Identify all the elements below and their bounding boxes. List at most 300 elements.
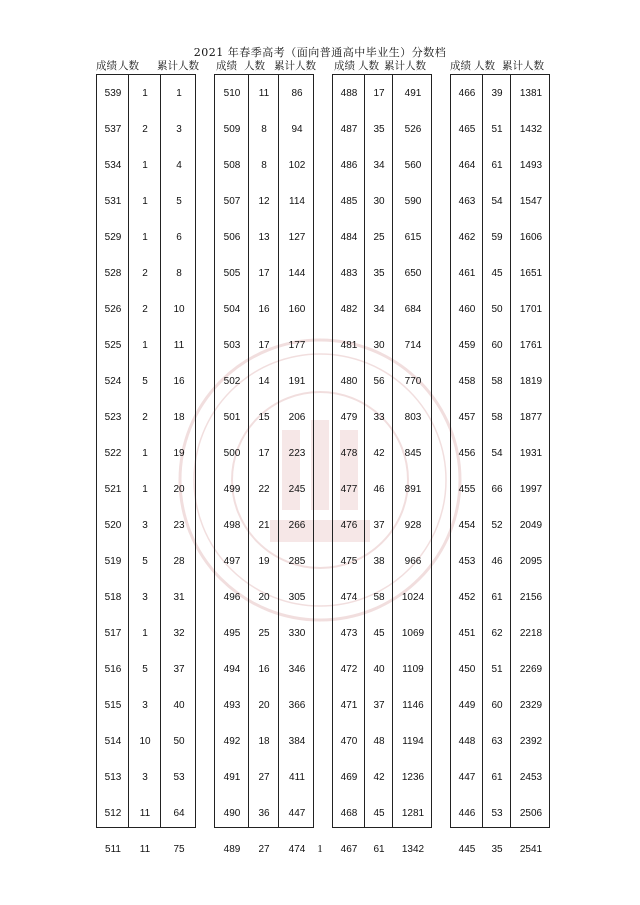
table-row (333, 472, 431, 508)
cumulative-cell: 770 (404, 376, 422, 387)
count-cell: 11 (139, 808, 151, 819)
score-cell: 453 (458, 556, 476, 567)
count-cell: 61 (491, 592, 503, 603)
column-header: 成绩 (334, 60, 355, 72)
cumulative-cell: 37 (173, 664, 185, 675)
table-row (333, 184, 431, 220)
table-row (215, 508, 313, 544)
table-row (215, 112, 313, 148)
cumulative-cell: 1997 (519, 484, 543, 495)
cumulative-cell: 5 (176, 196, 182, 207)
cumulative-cell: 144 (288, 268, 306, 279)
score-cell: 469 (340, 772, 358, 783)
score-cell: 487 (340, 124, 358, 135)
column-header-row (0, 58, 640, 72)
score-cell: 461 (458, 268, 476, 279)
cumulative-cell: 177 (288, 340, 306, 351)
count-cell: 54 (491, 448, 503, 459)
cumulative-cell: 966 (404, 556, 422, 567)
table-row (451, 292, 549, 328)
table-row (215, 256, 313, 292)
score-cell: 463 (458, 196, 476, 207)
count-cell: 17 (258, 268, 270, 279)
cumulative-cell: 160 (288, 304, 306, 315)
table-row (215, 616, 313, 652)
table-row (215, 652, 313, 688)
score-cell: 505 (223, 268, 241, 279)
score-cell: 513 (104, 772, 122, 783)
table-row (333, 688, 431, 724)
table-row (97, 112, 195, 148)
count-cell: 39 (491, 88, 503, 99)
table-row (333, 760, 431, 796)
score-cell: 459 (458, 340, 476, 351)
score-cell: 476 (340, 520, 358, 531)
table-row (215, 688, 313, 724)
count-cell: 42 (373, 772, 385, 783)
count-cell: 17 (258, 448, 270, 459)
score-cell: 465 (458, 124, 476, 135)
cumulative-cell: 845 (404, 448, 422, 459)
cumulative-cell: 1194 (402, 736, 424, 747)
table-row (97, 508, 195, 544)
count-cell: 25 (258, 628, 270, 639)
score-cell: 490 (223, 808, 241, 819)
count-cell: 3 (142, 772, 148, 783)
table-row (451, 148, 549, 184)
count-cell: 18 (258, 736, 270, 747)
table-row (333, 508, 431, 544)
table-row (215, 400, 313, 436)
score-cell: 482 (340, 304, 358, 315)
cumulative-cell: 650 (404, 268, 422, 279)
score-cell: 475 (340, 556, 358, 567)
cumulative-cell: 330 (288, 628, 306, 639)
count-cell: 61 (373, 844, 385, 855)
score-column-block (332, 74, 432, 855)
cumulative-cell: 50 (173, 736, 185, 747)
cumulative-cell: 891 (404, 484, 422, 495)
score-cell: 500 (223, 448, 241, 459)
score-cell: 539 (104, 88, 122, 99)
cumulative-cell: 19 (173, 448, 185, 459)
column-header: 人数 (358, 60, 379, 72)
count-cell: 66 (491, 484, 503, 495)
table-row (451, 580, 549, 616)
count-cell: 51 (491, 664, 503, 675)
cumulative-cell: 1236 (401, 772, 425, 783)
cumulative-cell: 526 (404, 124, 422, 135)
count-cell: 25 (373, 232, 385, 243)
table-row (97, 220, 195, 256)
column-header: 成绩 (96, 60, 117, 72)
count-cell: 58 (373, 592, 385, 603)
score-cell: 498 (223, 520, 241, 531)
table-row (97, 364, 195, 400)
cumulative-cell: 2218 (519, 628, 543, 639)
table-row (451, 364, 549, 400)
count-cell: 46 (491, 556, 503, 567)
column-header: 累计人数 (384, 60, 426, 72)
cumulative-cell: 10 (173, 304, 185, 315)
table-row (97, 148, 195, 184)
score-cell: 502 (223, 376, 241, 387)
cumulative-cell: 2453 (519, 772, 543, 783)
cumulative-cell: 206 (288, 412, 306, 423)
score-cell: 456 (458, 448, 476, 459)
count-cell: 30 (373, 340, 385, 351)
score-cell: 519 (104, 556, 122, 567)
score-cell: 455 (458, 484, 476, 495)
cumulative-cell: 223 (288, 448, 306, 459)
count-cell: 54 (491, 196, 503, 207)
table-row (333, 364, 431, 400)
cumulative-cell: 1146 (402, 700, 424, 711)
score-cell: 525 (104, 340, 122, 351)
table-row (333, 256, 431, 292)
count-cell: 13 (258, 232, 270, 243)
cumulative-cell: 1109 (402, 664, 424, 675)
score-cell: 529 (104, 232, 122, 243)
cumulative-cell: 11 (173, 340, 185, 351)
count-cell: 5 (142, 664, 148, 675)
column-header: 人数 (474, 60, 495, 72)
score-cell: 512 (104, 808, 122, 819)
cumulative-cell: 684 (404, 304, 422, 315)
count-cell: 58 (491, 412, 503, 423)
table-row (451, 220, 549, 256)
count-cell: 22 (258, 484, 270, 495)
table-row (451, 616, 549, 652)
count-cell: 14 (258, 376, 270, 387)
table-row (333, 76, 431, 112)
table-row (451, 508, 549, 544)
count-cell: 1 (142, 628, 148, 639)
cumulative-cell: 447 (288, 808, 306, 819)
table-row (451, 796, 549, 832)
table-row (215, 760, 313, 796)
table-row (97, 292, 195, 328)
count-cell: 1 (142, 340, 148, 351)
column-header: 成绩 (450, 60, 471, 72)
count-cell: 45 (491, 268, 503, 279)
cumulative-cell: 23 (173, 520, 185, 531)
count-cell: 34 (373, 160, 385, 171)
count-cell: 3 (142, 700, 148, 711)
cumulative-cell: 86 (291, 88, 303, 99)
cumulative-cell: 127 (288, 232, 306, 243)
count-cell: 38 (373, 556, 385, 567)
cumulative-cell: 560 (404, 160, 422, 171)
cumulative-cell: 928 (404, 520, 422, 531)
cumulative-cell: 2156 (519, 592, 543, 603)
cumulative-cell: 1342 (401, 844, 425, 855)
count-cell: 27 (258, 772, 270, 783)
score-cell: 511 (105, 844, 121, 855)
count-cell: 34 (373, 304, 385, 315)
count-cell: 17 (373, 88, 385, 99)
score-cell: 508 (223, 160, 241, 171)
cumulative-cell: 245 (288, 484, 306, 495)
table-row (451, 112, 549, 148)
score-cell: 479 (340, 412, 358, 423)
cumulative-cell: 1 (176, 88, 182, 99)
score-cell: 491 (223, 772, 241, 783)
score-cell: 514 (104, 736, 122, 747)
count-cell: 2 (142, 412, 148, 423)
cumulative-cell: 28 (173, 556, 185, 567)
count-cell: 20 (258, 592, 270, 603)
table-row (215, 328, 313, 364)
cumulative-cell: 2269 (519, 664, 543, 675)
cumulative-cell: 40 (173, 700, 185, 711)
table-row (451, 436, 549, 472)
cumulative-cell: 1024 (401, 592, 425, 603)
count-cell: 46 (373, 484, 385, 495)
cumulative-cell: 16 (173, 376, 185, 387)
cumulative-cell: 803 (404, 412, 422, 423)
count-cell: 58 (491, 376, 503, 387)
cumulative-cell: 305 (288, 592, 306, 603)
count-cell: 52 (491, 520, 503, 531)
table-row (97, 760, 195, 796)
count-cell: 1 (142, 196, 148, 207)
column-header: 累计人数 (157, 60, 199, 72)
table-row (215, 436, 313, 472)
count-cell: 5 (142, 556, 148, 567)
score-cell: 470 (340, 736, 358, 747)
column-header: 成绩 (216, 60, 237, 72)
count-cell: 50 (491, 304, 503, 315)
cumulative-cell: 32 (173, 628, 185, 639)
score-cell: 503 (223, 340, 241, 351)
cumulative-cell: 346 (288, 664, 306, 675)
table-row (333, 652, 431, 688)
count-cell: 63 (491, 736, 503, 747)
table-row (215, 184, 313, 220)
count-cell: 61 (491, 160, 503, 171)
score-column-block (450, 74, 550, 855)
table-row (451, 400, 549, 436)
count-cell: 20 (258, 700, 270, 711)
table-row (97, 472, 195, 508)
count-cell: 1 (142, 88, 148, 99)
cumulative-cell: 102 (288, 160, 306, 171)
score-cell: 484 (340, 232, 358, 243)
score-cell: 473 (340, 628, 358, 639)
count-cell: 36 (258, 808, 270, 819)
count-cell: 35 (373, 124, 385, 135)
count-cell: 8 (261, 124, 267, 135)
table-row (215, 148, 313, 184)
table-row (451, 256, 549, 292)
score-cell: 506 (223, 232, 241, 243)
table-row (215, 220, 313, 256)
count-cell: 11 (139, 844, 151, 855)
count-cell: 2 (142, 268, 148, 279)
score-cell: 445 (458, 844, 476, 855)
cumulative-cell: 2541 (519, 844, 543, 855)
cumulative-cell: 615 (404, 232, 422, 243)
count-cell: 40 (373, 664, 385, 675)
cumulative-cell: 75 (173, 844, 185, 855)
count-cell: 37 (373, 520, 385, 531)
score-cell: 492 (223, 736, 241, 747)
count-cell: 15 (258, 412, 270, 423)
cumulative-cell: 1432 (519, 124, 543, 135)
table-row (97, 256, 195, 292)
table-row (333, 436, 431, 472)
score-cell: 507 (223, 196, 241, 207)
score-cell: 485 (340, 196, 358, 207)
cumulative-cell: 4 (176, 160, 182, 171)
count-cell: 16 (258, 664, 270, 675)
cumulative-cell: 590 (404, 196, 422, 207)
count-cell: 2 (142, 124, 148, 135)
cumulative-cell: 1701 (519, 304, 543, 315)
count-cell: 27 (258, 844, 270, 855)
count-cell: 56 (373, 376, 385, 387)
count-cell: 60 (491, 340, 503, 351)
table-row (215, 76, 313, 112)
cumulative-cell: 1651 (519, 268, 543, 279)
count-cell: 60 (491, 700, 503, 711)
score-cell: 448 (458, 736, 476, 747)
score-cell: 521 (104, 484, 122, 495)
table-row (215, 724, 313, 760)
cumulative-cell: 384 (288, 736, 306, 747)
score-cell: 458 (458, 376, 476, 387)
table-row (333, 292, 431, 328)
score-cell: 450 (458, 664, 476, 675)
table-row (215, 580, 313, 616)
cumulative-cell: 6 (176, 232, 182, 243)
score-cell: 462 (458, 232, 476, 243)
score-cell: 464 (458, 160, 476, 171)
count-cell: 61 (491, 772, 503, 783)
count-cell: 45 (373, 628, 385, 639)
table-row (451, 652, 549, 688)
score-cell: 523 (104, 412, 122, 423)
count-cell: 48 (373, 736, 385, 747)
score-cell: 522 (104, 448, 122, 459)
score-cell: 447 (458, 772, 476, 783)
count-cell: 10 (139, 736, 151, 747)
cumulative-cell: 2049 (519, 520, 543, 531)
score-cell: 510 (223, 88, 241, 99)
score-cell: 478 (340, 448, 358, 459)
count-cell: 3 (142, 520, 148, 531)
count-cell: 35 (373, 268, 385, 279)
count-cell: 33 (373, 412, 385, 423)
score-column-block (96, 74, 196, 855)
score-cell: 474 (340, 592, 358, 603)
score-cell: 471 (340, 700, 358, 711)
score-cell: 446 (458, 808, 476, 819)
cumulative-cell: 1281 (401, 808, 425, 819)
score-cell: 496 (223, 592, 241, 603)
count-cell: 30 (373, 196, 385, 207)
count-cell: 11 (258, 88, 270, 99)
count-cell: 3 (142, 592, 148, 603)
cumulative-cell: 2329 (519, 700, 543, 711)
cumulative-cell: 31 (173, 592, 185, 603)
table-row (333, 220, 431, 256)
cumulative-cell: 1931 (519, 448, 543, 459)
cumulative-cell: 1606 (519, 232, 543, 243)
score-cell: 460 (458, 304, 476, 315)
score-cell: 516 (104, 664, 122, 675)
cumulative-cell: 714 (404, 340, 422, 351)
table-row (97, 616, 195, 652)
cumulative-cell: 94 (291, 124, 303, 135)
score-cell: 518 (104, 592, 122, 603)
score-cell: 493 (223, 700, 241, 711)
score-cell: 477 (340, 484, 358, 495)
count-cell: 12 (258, 196, 270, 207)
table-row (333, 112, 431, 148)
cumulative-cell: 114 (289, 196, 305, 207)
cumulative-cell: 1547 (519, 196, 543, 207)
score-cell: 489 (223, 844, 241, 855)
count-cell: 21 (258, 520, 270, 531)
table-row (451, 760, 549, 796)
table-row (333, 616, 431, 652)
score-cell: 472 (340, 664, 358, 675)
score-cell: 524 (104, 376, 122, 387)
table-row (451, 76, 549, 112)
cumulative-cell: 53 (173, 772, 185, 783)
score-cell: 457 (458, 412, 476, 423)
table-row (333, 724, 431, 760)
page-number: 1 (317, 843, 323, 855)
cumulative-cell: 1761 (519, 340, 543, 351)
table-row (451, 688, 549, 724)
cumulative-cell: 285 (288, 556, 306, 567)
score-cell: 517 (104, 628, 122, 639)
count-cell: 51 (491, 124, 503, 135)
table-row (97, 328, 195, 364)
score-column-block (214, 74, 314, 855)
cumulative-cell: 1877 (519, 412, 543, 423)
count-cell: 16 (258, 304, 270, 315)
score-cell: 483 (340, 268, 358, 279)
score-cell: 537 (104, 124, 122, 135)
column-header: 累计人数 (274, 60, 316, 72)
score-cell: 509 (223, 124, 241, 135)
cumulative-cell: 20 (173, 484, 185, 495)
count-cell: 1 (142, 160, 148, 171)
table-row (215, 796, 313, 832)
column-header: 人数 (118, 60, 139, 72)
table-row (97, 580, 195, 616)
table-row (215, 364, 313, 400)
count-cell: 37 (373, 700, 385, 711)
count-cell: 62 (491, 628, 503, 639)
cumulative-cell: 411 (289, 772, 305, 783)
count-cell: 59 (491, 232, 503, 243)
score-cell: 497 (223, 556, 241, 567)
table-row (97, 436, 195, 472)
cumulative-cell: 18 (173, 412, 185, 423)
cumulative-cell: 3 (176, 124, 182, 135)
score-cell: 528 (104, 268, 122, 279)
table-row (97, 796, 195, 832)
cumulative-cell: 2392 (519, 736, 543, 747)
cumulative-cell: 8 (176, 268, 182, 279)
cumulative-cell: 266 (288, 520, 306, 531)
table-row (215, 472, 313, 508)
